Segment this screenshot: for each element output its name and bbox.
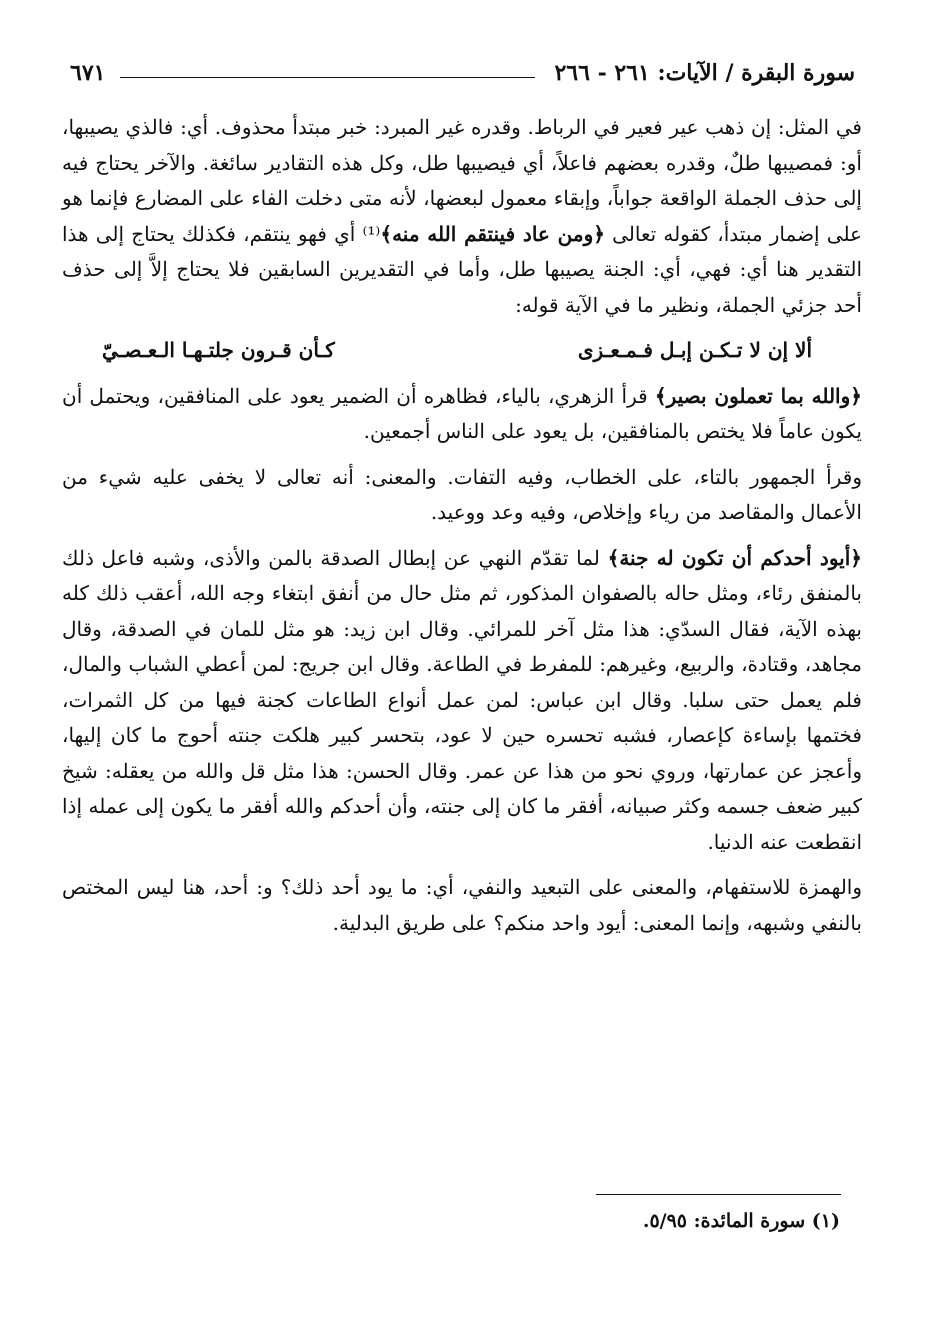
text-run: وقرأ الجمهور بالتاء، على الخطاب، وفيه التفات. والمعنى: أنه تعالى لا يخفى عليه شيء من الأعمال والمقاصد من رياء وإخلاص، وفيه وعد ووعيد. (62, 464, 862, 524)
page-header (70, 60, 855, 94)
quran-quote: ﴿ومن عاد فينتقم الله منه﴾ (380, 221, 605, 246)
verse-first-hemistich: ألا إن لا تـكـن إبـل فـمـعـزى (577, 338, 812, 362)
text-run: قرأ الزهري، بالياء، فظاهره أن الضمير يعود على المنافقين، ويحتمل أن يكون عاماً فلا يختص بالمنافقين، بل يعود على الناس أجمعين. (62, 383, 862, 443)
verse-second-hemistich: كـأن قـرون جلتـهـا الـعـصـيّ (102, 338, 335, 362)
text-run: في المثل: إن ذهب عير فعير في الرباط. وقدره غير المبرد: خبر مبتدأ محذوف. أي: فالذي يصيبها، أو: فمصيبها طلٌ، وقدره بعضهم فاعلاً، أي فيصيبها طل، وكل هذه التقادير سائغة. والآخر يحتاج فيه إلى حذف الجملة الواقعة جواباً، وإبقاء معمول لبعضها، لأنه متى دخلت الفاء على المضارع فإنما هو على إضمار مبتدأ، كقوله تعالى (62, 115, 862, 246)
paragraph (62, 460, 862, 531)
header-rule (120, 77, 535, 78)
quran-quote: ﴿أيود أحدكم أن تكون له جنة﴾ (607, 545, 862, 570)
text-run: ⁽¹⁾ أي فهو ينتقم، فكذلك يحتاج إلى هذا التقدير هنا أي: فهي، أي: الجنة يصيبها طل، وأما في التقديرين السابقين فلا يحتاج إلاَّ إلى حذف أحد جزئي الجملة، ونظير ما في الآية قوله: (62, 221, 862, 317)
footnote-rule (596, 1194, 841, 1195)
page-number: ٦٧١ (70, 60, 106, 86)
running-title: سورة البقرة / الآيات: ٢٦١ - ٢٦٦ (554, 60, 855, 86)
paragraph (62, 870, 862, 941)
paragraph (62, 541, 862, 861)
paragraph (62, 110, 862, 323)
paragraph (62, 379, 862, 450)
text-run: لما تقدّم النهي عن إبطال الصدقة بالمن والأذى، وشبه فاعل ذلك بالمنفق رئاء، ومثل حاله بالصفوان المذكور، ثم مثل حال من أنفق ابتغاء وجه الله، أعقب ذلك كله بهذه الآية، فقال السدّي: هذا مثل آخر للمرائي. وقال ابن زيد: هو مثل للمان في الصدقة، وقال مجاهد، وقتادة، والربيع، وغيرهم: للمفرط في الطاعة. وقال ابن جريج: لمن أعطي الشباب والمال، فلم يعمل حتى سلبا. وقال ابن عباس: لمن عمل أنواع الطاعات كجنة فيها من كل الثمرات، فختمها بإساءة كإعصار، فشبه تحسره حين لا عود، بتحسر كبير هلكت جنته أحوج ما كان إليها، وأعجز عن عمارتها، وروي نحو من هذا عن عمر. وقال الحسن: هذا مثل قل والله من يعقله: شيخ كبير ضعف جسمه وكثر صبيانه، أفقر ما كان إلى جنته، وأن أحدكم والله أفقر ما يكون إلى عمله إذا انقطعت عنه الدنيا. (62, 545, 862, 854)
poetry-verse (102, 333, 812, 369)
text-run: والهمزة للاستفهام، والمعنى على التبعيد والنفي، أي: ما يود أحد ذلك؟ و: أحد، هنا ليس المختص بالنفي وشبهه، وإنما المعنى: أيود واحد منكم؟ على طريق البدلية. (62, 875, 862, 935)
footnote: (١) سورة المائدة: ٥/٩٥. (642, 1210, 840, 1232)
main-text (62, 110, 862, 941)
quran-quote: ﴿والله بما تعملون بصير﴾ (654, 383, 862, 408)
